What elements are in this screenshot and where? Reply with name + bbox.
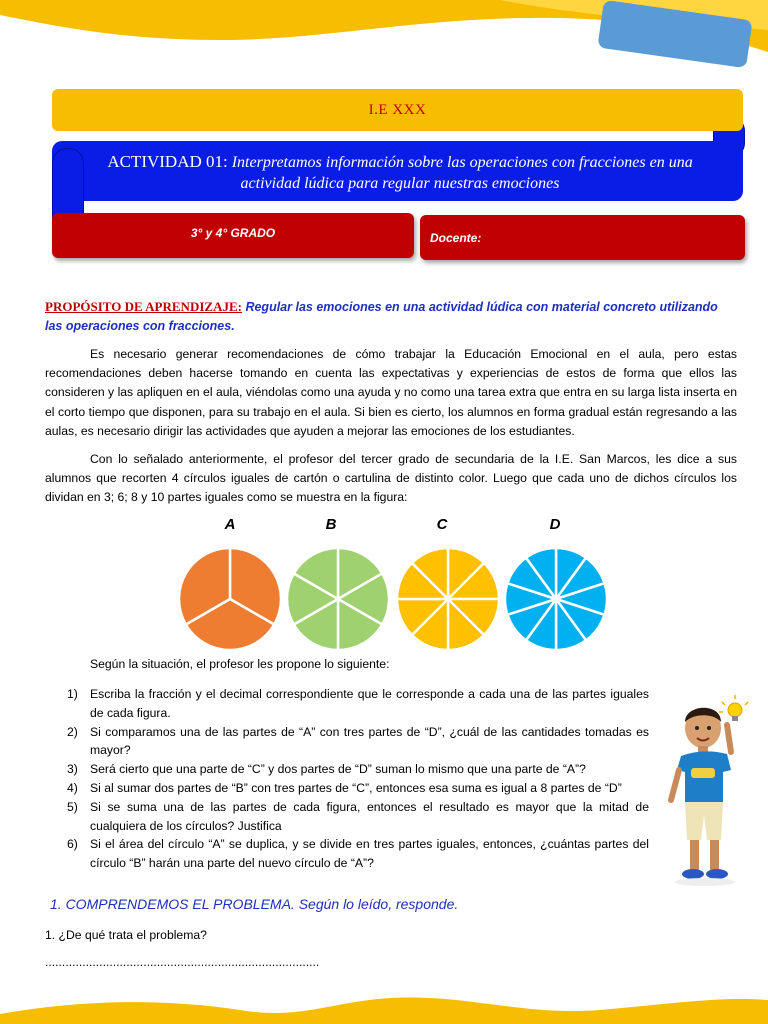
learning-purpose — [45, 297, 737, 336]
paragraph-1: Es necesario generar recomendaciones de cómo trabajar la Educación Emocional en el aula, pero estas recomendaciones deben hacerse tomando en cuenta las expectativas y experiencias de estos de forma que ellos las consideren y las apliquen en el aula, viéndolas como una ayuda y no como una tarea extra que entra en su larga lista inserta en el corto tiempo que disponen, para su trabajo en el aula. Si bien es cierto, los alumnos en forma gradual están regresando a las aulas, es necesario dirigir las actividades que ayuden a mejorar las emociones de los estudiantes. — [45, 347, 737, 438]
section-1-title: 1. COMPRENDEMOS EL PROBLEMA. Según lo leído, responde. — [50, 896, 459, 912]
circle-c — [397, 548, 499, 650]
activity-title: Interpretamos información sobre las operaciones con fracciones en una actividad lúdica para regular nuestras emociones — [231, 154, 693, 192]
answer-line: ................................................................................. — [45, 955, 320, 969]
circle-label-b: B — [325, 516, 337, 533]
purpose-text: Regular las emociones en una actividad lúdica con material concreto utilizando las operaciones con fracciones. — [45, 300, 718, 333]
bottom-wave-decoration — [0, 990, 768, 1024]
question-item: 3) Será cierto que una parte de “C” y dos partes de “D” suman lo mismo que una parte de “A”? — [67, 762, 586, 777]
institution-bar — [52, 89, 743, 131]
activity-heading — [90, 151, 710, 194]
grade-box — [52, 213, 414, 258]
teacher-box — [420, 215, 745, 260]
top-wave-decoration — [0, 0, 768, 80]
situation-intro: Según la situación, el profesor les propone lo siguiente: — [90, 657, 390, 671]
fraction-circles-figure — [170, 545, 620, 653]
question-item: 4) Si al sumar dos partes de “B” con tres partes de “C”, entonces esa suma es igual a 8 partes de “D” — [67, 780, 622, 795]
circle-label-d: D — [549, 516, 561, 533]
teacher-label: Docente: — [430, 230, 482, 245]
question-item: 2) Si comparamos una de las partes de “A” con tres partes de “D”, ¿cuál de las cantidades tomadas es mayor? — [67, 724, 649, 758]
institution-name: I.E XXX — [368, 101, 427, 118]
question-list — [45, 685, 649, 873]
grade-text: 3° y 4° GRADO — [190, 225, 276, 240]
lightbulb-icon — [719, 695, 748, 721]
section-1-question: 1. ¿De qué trata el problema? — [45, 928, 207, 942]
circle-label-a: A — [224, 516, 236, 533]
question-item: 6) Si el área del círculo “A” se duplica, y se divide en tres partes iguales, entonces, ¿cuántas partes del círculo “B” harán una parte del nuevo círculo de “A”? — [67, 837, 649, 871]
question-item: 1) Escriba la fracción y el decimal correspondiente que le corresponde a cada una de las partes iguales de cada figura. — [67, 687, 649, 720]
paragraph-2: Con lo señalado anteriormente, el profesor del tercer grado de secundaria de la I.E. San Marcos, les dice a sus alumnos que recorten 4 círculos iguales de cartón o cartulina de distinto color. Luego que cada uno de dichos círculos los dividan en 3; 6; 8 y 10 partes iguales como se muestra en la figura: — [45, 452, 737, 505]
activity-label: ACTIVIDAD 01: — [107, 152, 228, 171]
student-illustration — [655, 690, 755, 890]
purpose-label: PROPÓSITO DE APRENDIZAJE: — [45, 299, 242, 314]
circle-a — [179, 548, 281, 650]
circle-label-c: C — [436, 516, 448, 533]
question-item: 5) Si se suma una de las partes de cada figura, entonces el resultado es mayor que la mitad de cualquiera de los círculos? Justifica — [67, 799, 649, 833]
circle-b — [287, 548, 389, 650]
circle-d — [505, 548, 607, 650]
